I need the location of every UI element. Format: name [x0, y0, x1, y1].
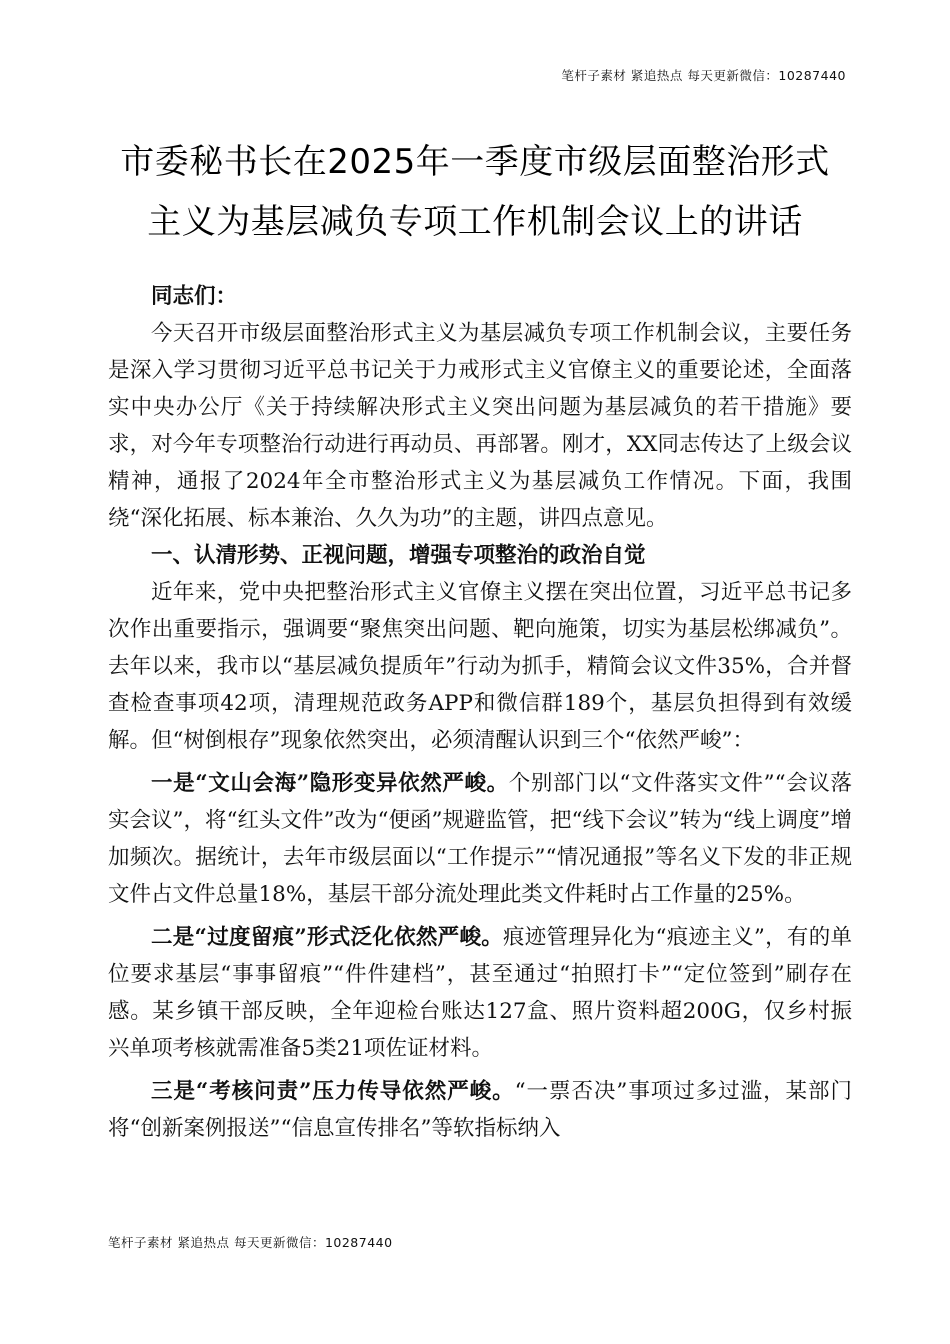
point-3-lead: 三是“考核问责”压力传导依然严峻。 [151, 1079, 515, 1104]
header-watermark-note: 笔杆子素材 紧追热点 每天更新微信：10287440 [561, 68, 846, 83]
footer-watermark-note: 笔杆子素材 紧追热点 每天更新微信：10287440 [108, 1235, 393, 1250]
intro-paragraph: 今天召开市级层面整治形式主义为基层减负专项工作机制会议，主要任务是深入学习贯彻习近平总书记关于力戒形式主义官僚主义的重要论述，全面落实中央办公厅《关于持续解决形式主义突出问题为基层减负的若干措施》要求，对今年专项整治行动进行再动员、再部署。刚才，XX同志传达了上级会议精神，通报了2024年全市整治形式主义为基层减负工作情况。下面，我围绕“深化拓展、标本兼治、久久为功”的主题，讲四点意见。 [108, 321, 852, 531]
title-line-2: 主义为基层减负专项工作机制会议上的讲话 [147, 202, 803, 242]
title-line-1: 市委秘书长在2025年一季度市级层面整治形式 [120, 142, 830, 182]
salutation: 同志们： [151, 284, 238, 309]
section-heading-1: 一、认清形势、正视问题，增强专项整治的政治自觉 [151, 543, 646, 568]
point-3-paragraph [108, 1073, 852, 1147]
document-title [100, 132, 850, 252]
point-2-paragraph [108, 919, 852, 1067]
section-1-paragraph: 近年来，党中央把整治形式主义官僚主义摆在突出位置，习近平总书记多次作出重要指示，强调要“聚焦突出问题、靶向施策，切实为基层松绑减负”。去年以来，我市以“基层减负提质年”行动为抓手，精简会议文件35%，合并督查检查事项42项，清理规范政务APP和微信群189个，基层负担得到有效缓解。但“树倒根存”现象依然突出，必须清醒认识到三个“依然严峻”： [108, 580, 852, 753]
point-3-text: “一票否决”事项过多过滥，某部门将“创新案例报送”“信息宣传排名”等软指标纳入 [108, 1079, 852, 1141]
point-1-text: 个别部门以“文件落实文件”“会议落实会议”，将“红头文件”改为“便函”规避监管，把“线下会议”转为“线上调度”增加频次。据统计，去年市级层面以“工作提示”“情况通报”等名义下发的非正规文件占文件总量18%，基层干部分流处理此类文件耗时占工作量的25%。 [108, 771, 852, 907]
point-1-lead: 一是“文山会海”隐形变异依然严峻。 [151, 771, 509, 796]
point-2-text: 痕迹管理异化为“痕迹主义”，有的单位要求基层“事事留痕”“件件建档”，甚至通过“拍照打卡”“定位签到”刷存在感。某乡镇干部反映，全年迎检台账达127盒、照片资料超200G，仅乡村振兴单项考核就需准备5类21项佐证材料。 [108, 925, 852, 1061]
point-2-lead: 二是“过度留痕”形式泛化依然严峻。 [151, 925, 503, 950]
document-body [108, 278, 852, 1147]
point-1-paragraph [108, 765, 852, 913]
